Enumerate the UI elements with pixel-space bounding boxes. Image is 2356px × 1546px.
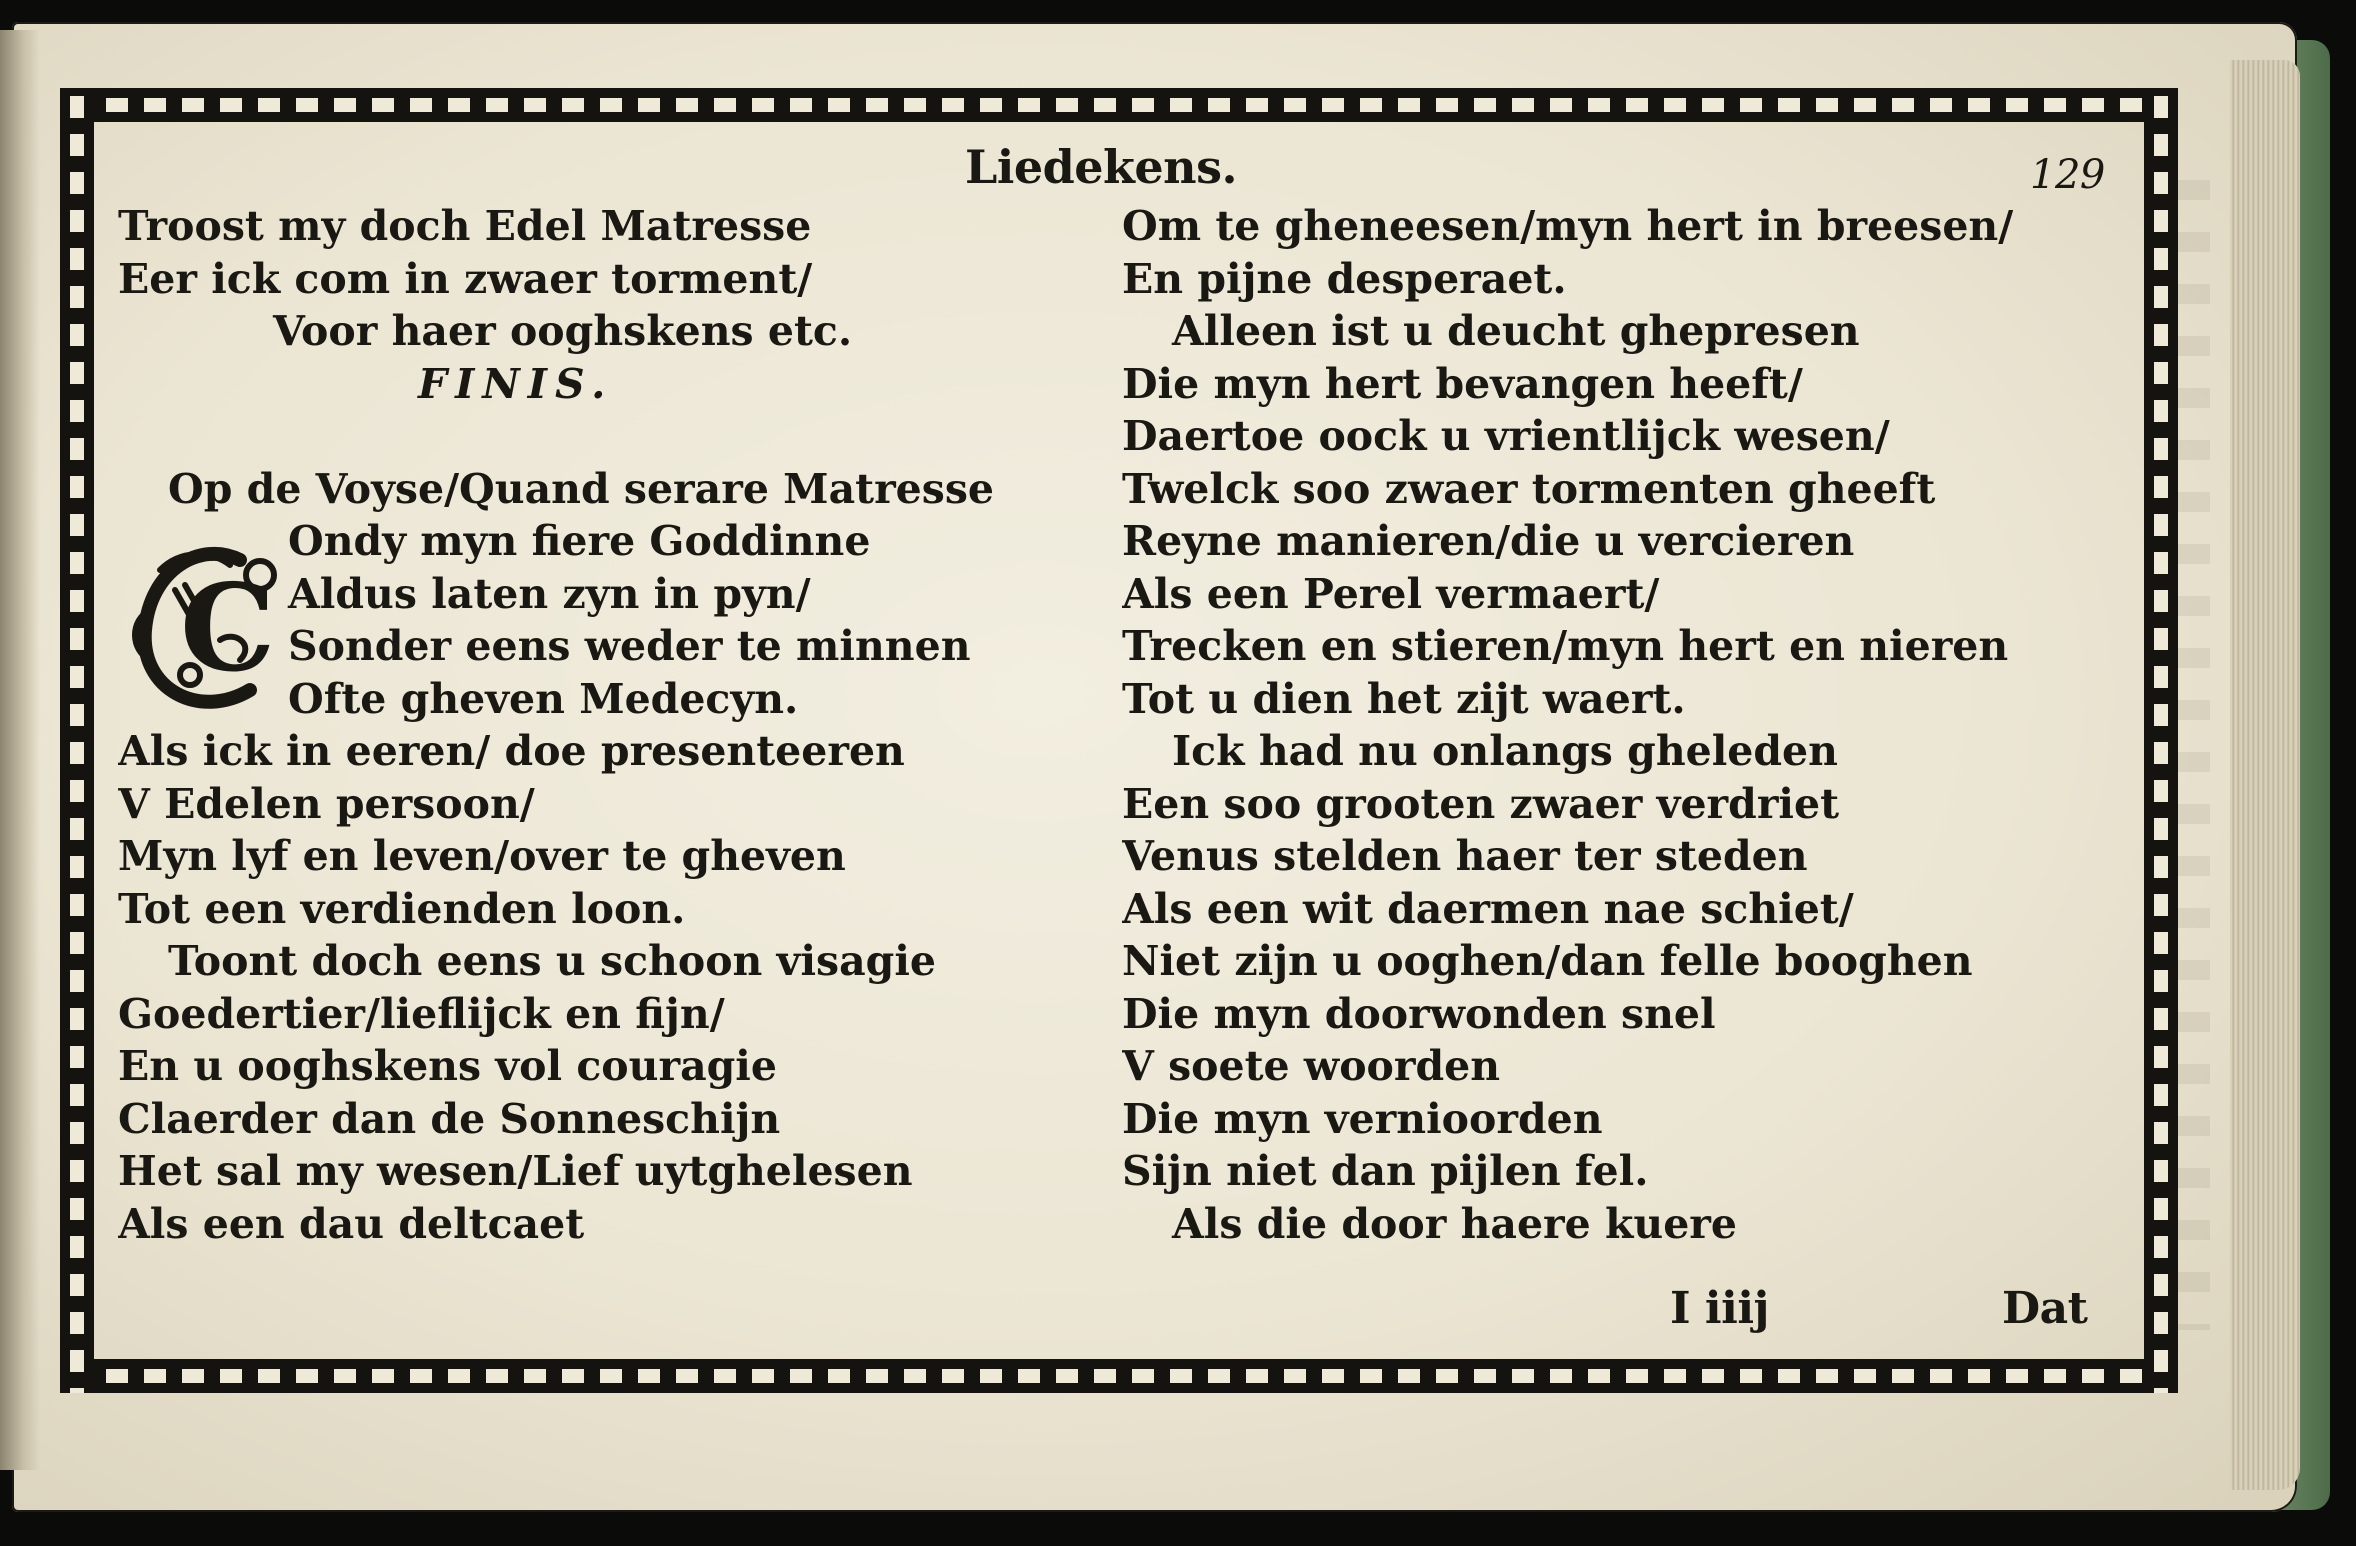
running-head: Liedekens. [965, 140, 1238, 194]
text-line: Twelck soo zwaer tormenten gheeft [1122, 464, 1936, 513]
text-line: Aldus laten zyn in pyn/ [288, 569, 811, 618]
text-line: Tot een verdienden loon. [118, 884, 686, 933]
text-line: En pijne desperaet. [1122, 254, 1567, 303]
right-column [1122, 200, 2122, 1250]
text-line: Sijn niet dan pijlen fel. [1122, 1147, 1649, 1195]
text-line: Als ick in eeren/ doe presenteeren [118, 727, 905, 775]
text-line: Claerder dan de Sonneschijn [118, 1094, 781, 1143]
signature-mark: I iiij [1670, 1283, 1769, 1334]
text-line: Toont doch eens u schoon visagie [168, 937, 937, 985]
decorated-initial-letter [120, 530, 290, 730]
text-line: Als een Perel vermaert/ [1122, 569, 1660, 618]
text-line: Goedertier/lieflijck en fijn/ [118, 989, 725, 1038]
text-line: Reyne manieren/die u vercieren [1122, 517, 1855, 565]
text-line: Een soo grooten zwaer verdriet [1122, 779, 1840, 828]
border-ornament-left [60, 88, 94, 1393]
text-line: V soete woorden [1122, 1042, 1501, 1090]
text-line: Daertoe oock u vrientlijck wesen/ [1122, 412, 1890, 460]
catchword: Dat [2002, 1283, 2088, 1334]
border-ornament-right [2144, 88, 2178, 1393]
text-line: Tot u dien het zijt waert. [1122, 674, 1686, 723]
text-line: Venus stelden haer ter steden [1122, 832, 1808, 880]
text-line: Als een wit daermen nae schiet/ [1122, 884, 1854, 933]
border-ornament-bottom [60, 1359, 2178, 1393]
binding-gutter [0, 30, 40, 1470]
text-line: Troost my doch Edel Matresse [118, 202, 812, 250]
tune-line: Op de Voyse/Quand serare Matresse [168, 464, 995, 513]
text-line: Ofte gheven Medecyn. [288, 674, 799, 723]
text-line: Eer ick com in zwaer torment/ [118, 254, 813, 303]
text-line: En u ooghskens vol couragie [118, 1042, 777, 1090]
text-line: Voor haer ooghskens etc. [273, 307, 853, 355]
text-line: Om te gheneesen/myn hert in breesen/ [1122, 202, 2014, 250]
text-line: Ondy myn fiere Goddinne [288, 517, 871, 565]
border-ornament-top [60, 88, 2178, 122]
text-line: Als die door haere kuere [1172, 1199, 1737, 1248]
text-line: Trecken en stieren/myn hert en nieren [1122, 622, 2009, 670]
text-line: Die myn doorwonden snel [1122, 989, 1716, 1038]
page-number: 129 [2030, 152, 2105, 198]
page-stack-edges [2230, 60, 2300, 1490]
text-line: Niet zijn u ooghen/dan felle booghen [1122, 937, 1973, 985]
text-line: Sonder eens weder te minnen [288, 622, 971, 670]
initial-letter-glyph: C [180, 558, 276, 699]
text-line: Myn lyf en leven/over te gheven [118, 832, 846, 880]
text-line: V Edelen persoon/ [118, 779, 535, 828]
finis-line: FINIS. [418, 359, 614, 408]
text-line: Het sal my wesen/Lief uytghelesen [118, 1147, 913, 1195]
text-line: Als een dau deltcaet [118, 1199, 585, 1248]
text-line: Die myn hert bevangen heeft/ [1122, 359, 1803, 408]
blank-line [118, 410, 1078, 463]
text-line: Die myn vernioorden [1122, 1094, 1603, 1143]
text-line: Ick had nu onlangs gheleden [1172, 727, 1838, 775]
text-line: Alleen ist u deucht ghepresen [1172, 307, 1860, 355]
